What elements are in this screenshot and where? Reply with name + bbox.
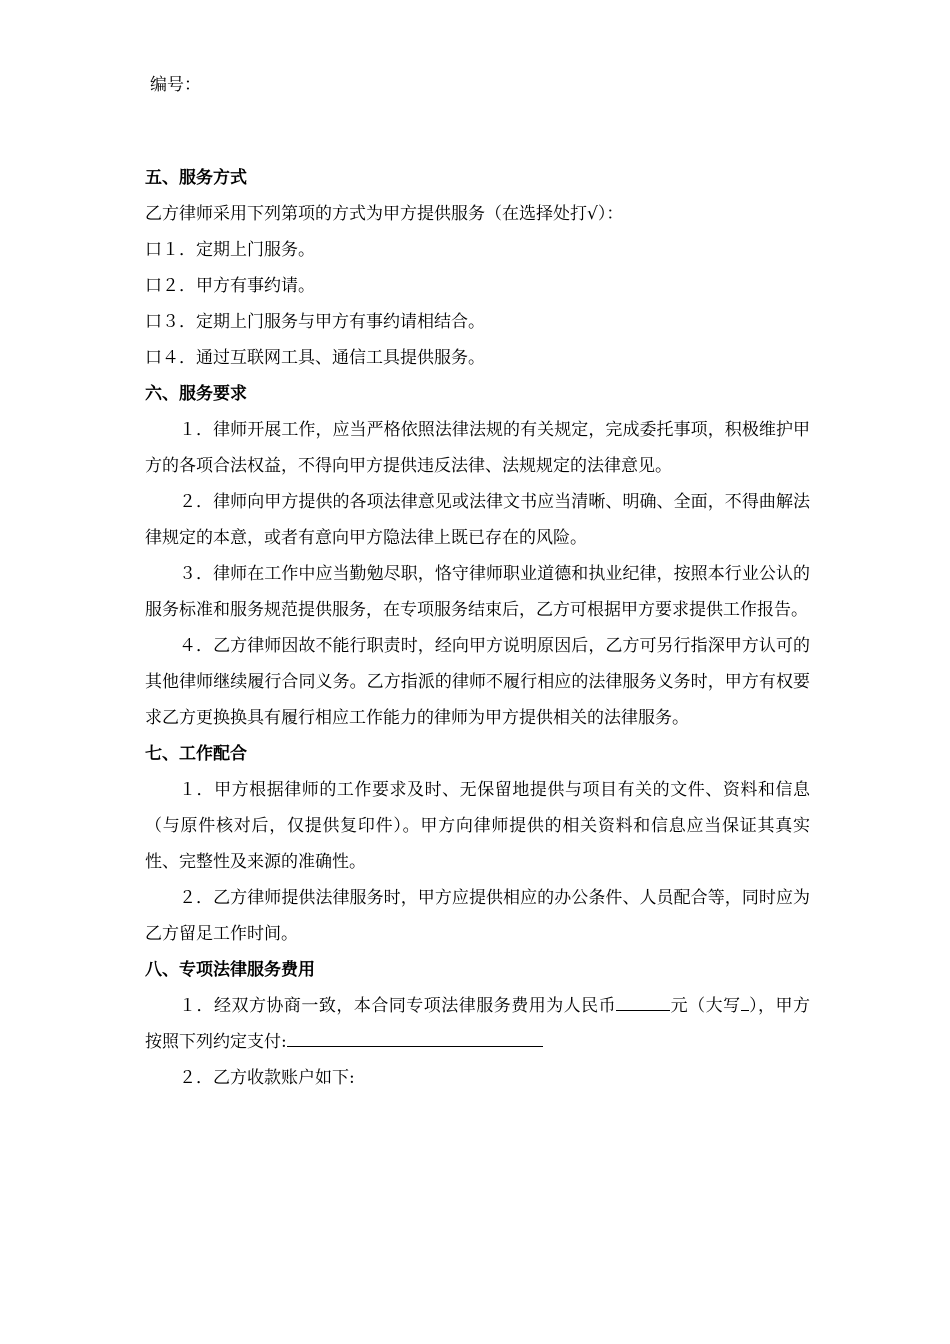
section-7-para-1: １．甲方根据律师的工作要求及时、无保留地提供与项目有关的文件、资料和信息（与原件核对后，仅提供复印件）。甲方向律师提供的相关资料和信息应当保证其真实性、完整性及来源的准确性。 (145, 780, 810, 872)
section-6-para-2: ２．律师向甲方提供的各项法律意见或法律文书应当清晰、明确、全面，不得曲解法律规定的本意，或者有意向甲方隐法律上既已存在的风险。 (145, 492, 810, 548)
section-7-para-2: ２．乙方律师提供法律服务时，甲方应提供相应的办公条件、人员配合等，同时应为乙方留足工作时间。 (145, 888, 810, 944)
section-7-title: 七、工作配合 (145, 744, 247, 764)
fee-uppercase-blank[interactable] (741, 990, 749, 1011)
serial-number-label: 编号： (150, 75, 201, 95)
service-option-3[interactable]: 口３．定期上门服务与甲方有事约请相结合。 (145, 312, 485, 332)
section-8-title: 八、专项法律服务费用 (145, 960, 315, 980)
section-5-intro: 乙方律师采用下列第项的方式为甲方提供服务（在选择处打√）： (145, 204, 624, 224)
document-body (145, 160, 810, 1096)
section-6-para-1: １．律师开展工作，应当严格依照法律法规的有关规定，完成委托事项，积极维护甲方的各项合法权益，不得向甲方提供违反法律、法规规定的法律意见。 (145, 420, 810, 476)
service-option-2[interactable]: 口２．甲方有事约请。 (145, 276, 315, 296)
section-6-para-3: ３．律师在工作中应当勤勉尽职，恪守律师职业道德和执业纪律，按照本行业公认的服务标准和服务规范提供服务，在专项服务结束后，乙方可根据甲方要求提供工作报告。 (145, 564, 810, 620)
fee-text-1: １．经双方协商一致，本合同专项法律服务费用为人民币 (179, 996, 617, 1016)
service-option-1[interactable]: 口１．定期上门服务。 (145, 240, 315, 260)
section-6-para-4: ４．乙方律师因故不能行职责时，经向甲方说明原因后，乙方可另行指深甲方认可的其他律师继续履行合同义务。乙方指派的律师不履行相应的法律服务义务时，甲方有权要求乙方更换换具有履行相应工作能力的律师为甲方提供相关的法律服务。 (145, 636, 810, 728)
fee-text-2: 元（大写 (670, 996, 741, 1016)
service-option-4[interactable]: 口４．通过互联网工具、通信工具提供服务。 (145, 348, 485, 368)
section-5-title: 五、服务方式 (145, 168, 247, 188)
fee-amount-blank[interactable] (616, 990, 670, 1011)
section-6-title: 六、服务要求 (145, 384, 247, 404)
section-8-fee-clause (145, 988, 810, 1060)
fee-text-3: ），甲方按照下列约定支付: (145, 996, 811, 1052)
section-8-account: ２．乙方收款账户如下: (179, 1068, 355, 1088)
payment-terms-blank[interactable] (287, 1026, 543, 1047)
